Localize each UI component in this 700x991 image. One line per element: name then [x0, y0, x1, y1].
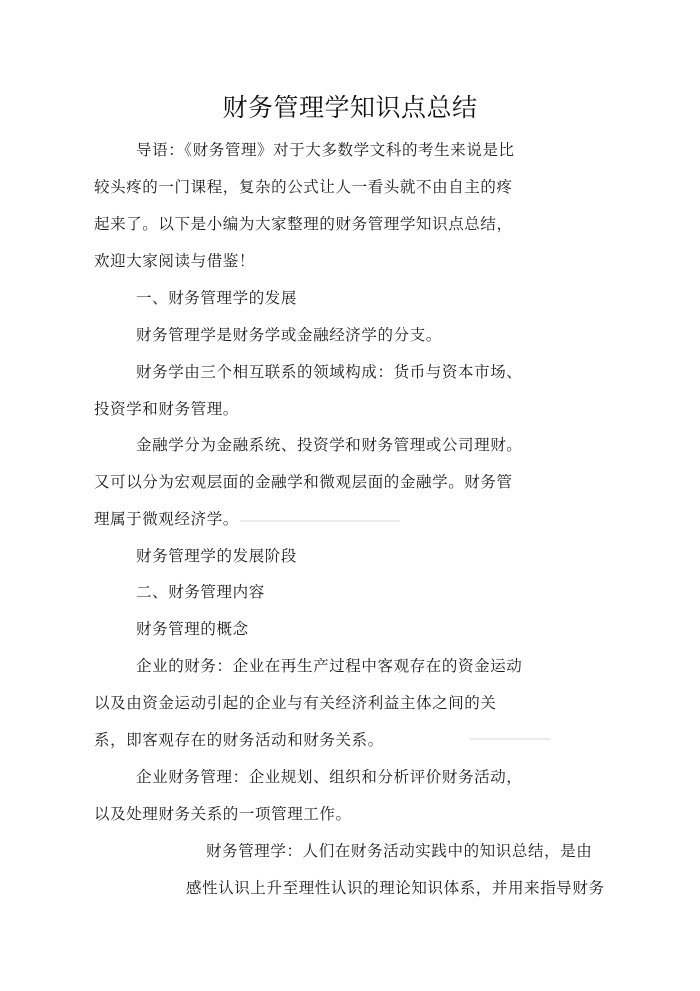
paragraph-line: 理属于微观经济学。 [94, 510, 239, 528]
scan-artifact-line [470, 738, 550, 740]
intro-line-1: 导语：《财务管理》对于大多数学文科的考生来说是比 [136, 141, 515, 159]
paragraph-line: 财务管理学是财务学或金融经济学的分支。 [136, 326, 442, 344]
subheading: 财务管理的概念 [136, 620, 249, 638]
scan-artifact-line [240, 520, 400, 522]
document-title: 财务管理学知识点总结 [222, 93, 478, 122]
paragraph-line: 系，即客观存在的财务活动和财务关系。 [94, 731, 384, 749]
paragraph-line: 财务学由三个相互联系的领域构成：货币与资本市场、 [136, 363, 523, 381]
paragraph-line: 感性认识上升至理性认识的理论知识体系，并用来指导财务 [186, 879, 605, 897]
subheading: 财务管理学的发展阶段 [136, 547, 298, 565]
paragraph-line: 以及由资金运动引起的企业与有关经济利益主体之间的关 [94, 694, 497, 712]
paragraph-line: 金融学分为金融系统、投资学和财务管理或公司理财。 [136, 436, 523, 454]
intro-line-3: 起来了。以下是小编为大家整理的财务管理学知识点总结， [94, 215, 513, 233]
section-heading-1: 一、财务管理学的发展 [136, 289, 298, 307]
paragraph-line: 财务管理学：人们在财务活动实践中的知识总结，是由 [206, 842, 593, 860]
paragraph-line: 投资学和财务管理。 [94, 400, 239, 418]
paragraph-line: 以及处理财务关系的一项管理工作。 [94, 805, 352, 823]
intro-line-4: 欢迎大家阅读与借鉴！ [94, 252, 256, 270]
section-heading-2: 二、财务管理内容 [136, 583, 265, 601]
paragraph-line: 企业的财务：企业在再生产过程中客观存在的资金运动 [136, 657, 523, 675]
paragraph-line: 又可以分为宏观层面的金融学和微观层面的金融学。财务管 [94, 473, 513, 491]
paragraph-line: 企业财务管理：企业规划、组织和分析评价财务活动， [136, 768, 523, 786]
intro-line-2: 较头疼的一门课程，复杂的公式让人一看头就不由自主的疼 [94, 178, 513, 196]
